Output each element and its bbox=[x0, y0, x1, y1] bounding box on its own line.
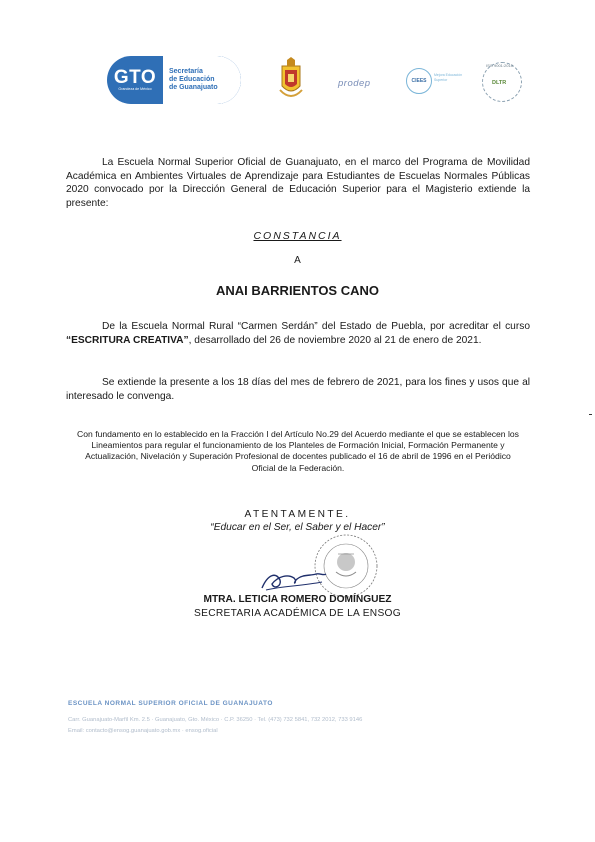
handwritten-signature-icon bbox=[258, 566, 330, 596]
signer-role: SECRETARIA ACADÉMICA DE LA ENSOG bbox=[194, 608, 401, 619]
course-paragraph-start: De la Escuela Normal Rural “Carmen Serdán” del Estado de Puebla, por acreditar el curso bbox=[102, 321, 530, 332]
issue-date-paragraph: Se extiende la presente a los 18 días del mes de febrero de 2021, para los fines y usos que al interesado le convenga. bbox=[66, 377, 530, 402]
legal-basis-paragraph: Con fundamento en lo establecido en la Fracción I del Artículo No.29 del Acuerdo mediante el que se establecen los Lineamientos para regular el funcionamiento de los Planteles de Formación Inicial, Formación Permanente y Actualización, Nivelación y Superación Profesional de docentes publicado el 16 de abril de 1996 en el Periódico Oficial de la Federación. bbox=[77, 429, 519, 473]
gto-line-3: de Guanajuato bbox=[169, 84, 218, 91]
footer-contact: Email: contacto@ensog.guanajuato.gob.mx · ensog.oficial bbox=[68, 728, 218, 734]
gto-logo bbox=[107, 56, 241, 104]
footer-address: Carr. Guanajuato-Marfil Km. 2.5 · Guanajuato, Gto. México · C.P. 36250 · Tel. (473) 732 5841, 732 2012, 733 9146 bbox=[68, 717, 363, 723]
intro-paragraph: La Escuela Normal Superior Oficial de Guanajuato, en el marco del Programa de Movilidad Académica en Ambientes Virtuales de Aprendizaje para Estudiantes de Escuelas Normales Públicas 2020 convocado por la Dirección General de Educación Superior para el Magisterio extiende la presente: bbox=[66, 157, 530, 209]
document-title-text: CONSTANCIA bbox=[253, 230, 342, 242]
recipient-name: ANAI BARRIENTOS CANO bbox=[216, 283, 379, 298]
prodep-logo: prodep bbox=[338, 78, 371, 89]
signer-name: MTRA. LETICIA ROMERO DOMÍNGUEZ bbox=[203, 594, 392, 605]
gto-line-1: Secretaría bbox=[169, 68, 203, 75]
iso-seal-text: ISO 9001:2015 bbox=[486, 63, 513, 68]
document-title bbox=[0, 230, 595, 242]
gto-mark-block bbox=[107, 56, 163, 104]
recipient-preposition: A bbox=[294, 255, 301, 266]
course-name: “ESCRITURA CREATIVA” bbox=[66, 334, 189, 346]
school-crest-icon bbox=[276, 56, 306, 104]
course-paragraph bbox=[66, 320, 530, 347]
gto-tagline: Grandeza de México bbox=[118, 86, 152, 91]
footer-institution: ESCUELA NORMAL SUPERIOR OFICIAL DE GUANAJUATO bbox=[68, 700, 273, 707]
ciees-logo bbox=[406, 68, 432, 94]
course-paragraph-end: , desarrollado del 26 de noviembre 2020 al 21 de enero de 2021. bbox=[188, 334, 482, 346]
gto-secretaria-text bbox=[163, 56, 241, 104]
iso-seal-mark: DLTR bbox=[492, 80, 507, 86]
gto-line-2: de Educación bbox=[169, 76, 215, 83]
gto-mark: GTO bbox=[113, 66, 157, 88]
ciees-mark: CIEES bbox=[411, 78, 427, 84]
ciees-subtitle: Mejora Educación Superior bbox=[434, 73, 463, 82]
closing-word: ATENTAMENTE. bbox=[244, 509, 351, 520]
institution-motto: “Educar en el Ser, el Saber y el Hacer” bbox=[210, 522, 385, 533]
edge-mark bbox=[589, 414, 592, 415]
